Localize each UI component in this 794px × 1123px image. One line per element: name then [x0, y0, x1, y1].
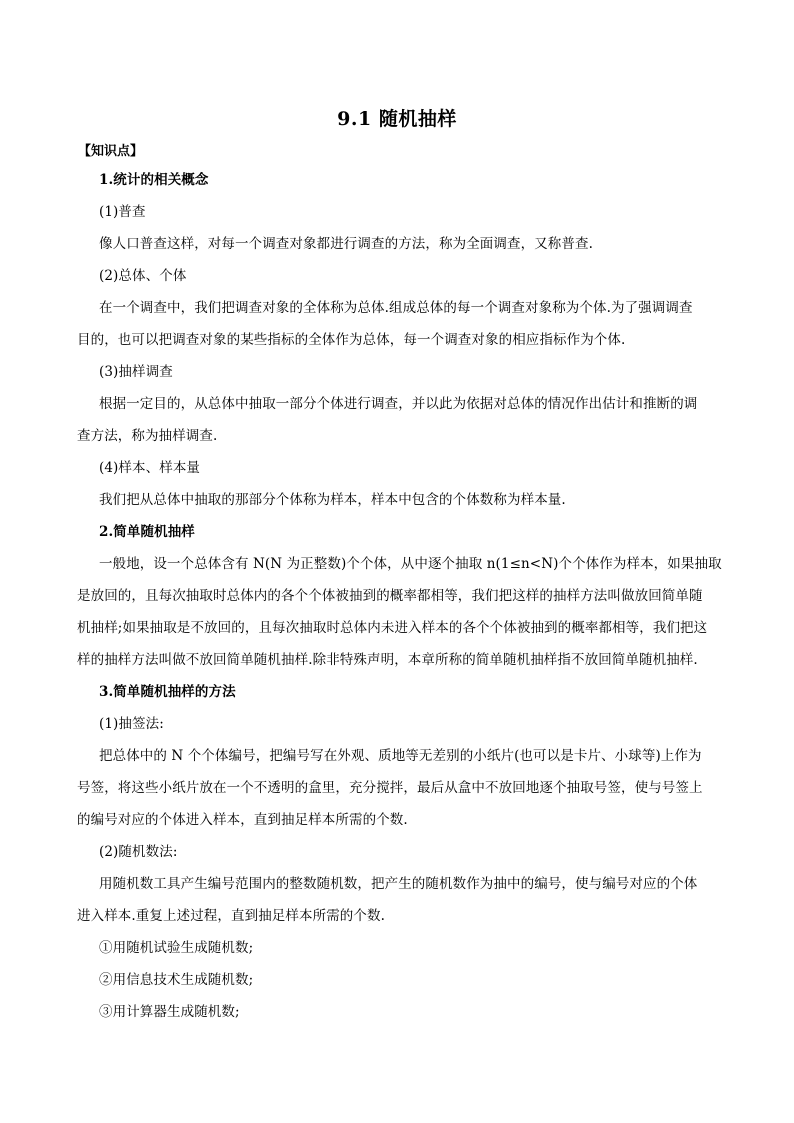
- subheading-lottery-method: (1)抽签法:: [99, 716, 164, 732]
- paragraph-line: 一般地，设一个总体含有 N(N 为正整数)个个体，从中逐个抽取 n(1≤n<N)个个体作为样本，如果抽取: [99, 556, 722, 572]
- subheading-random-number-method: (2)随机数法:: [99, 844, 178, 860]
- paragraph-line: 把总体中的 N 个个体编号，把编号写在外观、质地等无差别的小纸片(也可以是卡片、小球等)上作为: [99, 748, 702, 764]
- paragraph-line: 样的抽样方法叫做不放回简单随机抽样.除非特殊声明，本章所称的简单随机抽样指不放回简单随机抽样.: [77, 652, 698, 668]
- paragraph-line: 像人口普查这样，对每一个调查对象都进行调查的方法，称为全面调查，又称普查.: [99, 236, 593, 252]
- paragraph-line: 在一个调查中，我们把调查对象的全体称为总体.组成总体的每一个调查对象称为个体.为了强调调查: [99, 300, 693, 316]
- paragraph-line: 的编号对应的个体进入样本，直到抽足样本所需的个数.: [77, 812, 408, 828]
- heading-simple-random-sampling: 2.简单随机抽样: [99, 524, 195, 540]
- paragraph-line: 查方法，称为抽样调查.: [77, 428, 218, 444]
- paragraph-line: 机抽样;如果抽取是不放回的，且每次抽取时总体内未进入样本的各个个体被抽到的概率都相等，我们把这: [77, 620, 708, 636]
- heading-sampling-methods: 3.简单随机抽样的方法: [99, 684, 236, 700]
- page-title: 9.1 随机抽样: [337, 108, 457, 130]
- paragraph-line: 用随机数工具产生编号范围内的整数随机数，把产生的随机数作为抽中的编号，使与编号对应的个体: [99, 876, 698, 892]
- paragraph-line: 是放回的，且每次抽取时总体内的各个个体被抽到的概率都相等，我们把这样的抽样方法叫做放回简单随: [77, 588, 703, 604]
- heading-statistics-concepts: 1.统计的相关概念: [99, 172, 209, 188]
- subheading-sampling-survey: (3)抽样调查: [99, 364, 173, 380]
- section-tag-knowledge-points: 【知识点】: [78, 144, 144, 159]
- subheading-sample-size: (4)样本、样本量: [99, 460, 201, 476]
- list-item: ③用计算器生成随机数;: [99, 1004, 240, 1020]
- paragraph-line: 目的，也可以把调查对象的某些指标的全体作为总体，每一个调查对象的相应指标作为个体.: [77, 332, 626, 348]
- list-item: ①用随机试验生成随机数;: [99, 940, 254, 956]
- paragraph-line: 我们把从总体中抽取的那部分个体称为样本，样本中包含的个体数称为样本量.: [99, 492, 566, 508]
- paragraph-line: 号签，将这些小纸片放在一个不透明的盒里，充分搅拌，最后从盒中不放回地逐个抽取号签，使与号签上: [77, 780, 703, 796]
- paragraph-line: 根据一定目的，从总体中抽取一部分个体进行调查，并以此为依据对总体的情况作出估计和推断的调: [99, 396, 698, 412]
- paragraph-line: 进入样本.重复上述过程，直到抽足样本所需的个数.: [77, 908, 385, 924]
- subheading-population-individual: (2)总体、个体: [99, 268, 187, 284]
- list-item: ②用信息技术生成随机数;: [99, 972, 254, 988]
- subheading-census: (1)普查: [99, 204, 146, 220]
